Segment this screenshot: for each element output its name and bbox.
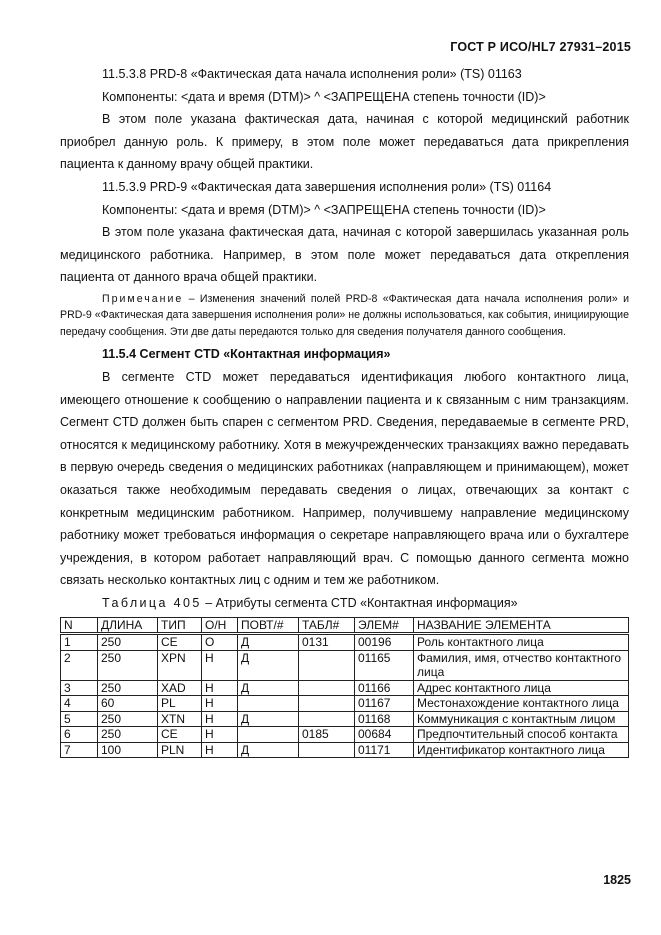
table-cell: Д [238,634,299,651]
table-cell: 01168 [355,711,414,727]
table-cell [238,727,299,743]
paragraph-prd8-heading: 11.5.3.8 PRD-8 «Фактическая дата начала исполнения роли» (TS) 01163 [102,67,522,81]
table-cell: XTN [158,711,202,727]
table-cell: CE [158,634,202,651]
table-cell: Адрес контактного лица [414,680,629,696]
table-cell: Н [202,727,238,743]
table-row [61,727,629,743]
table-cell [299,680,355,696]
table-cell: Н [202,650,238,680]
table-cell: 01166 [355,680,414,696]
table-cell: 6 [61,727,98,743]
table-cell [299,696,355,712]
table-caption-text: – Атрибуты сегмента CTD «Контактная информация» [201,595,518,610]
paragraph-prd9-heading: 11.5.3.9 PRD-9 «Фактическая дата завершения исполнения роли» (TS) 01164 [102,179,552,194]
table-cell: 60 [98,696,158,712]
section-text: В сегменте CTD может передаваться идентификация любого контактного лица, имеющего отношение к сообщению о направлении пациента и к связанным с ним транзакциям. Сегмент CTD должен быть спарен с сегментом PRD. Сведения, передаваемые в сегменте PRD, относятся к медицинскому работнику. Хотя в межучрежденческих транзакциях важно передавать в первую очередь сведения о медицинских работниках (направляющем и принимающем), может оказаться также необходимым передавать сведения о лицах, отвечающих за контакт с конкретным медицинским работником. Например, получившему направление медицинскому работнику может требоваться информация о секретаре направляющего врача или о бухгалтере учреждения, в котором работает направляющий врач. С помощью данного сегмента можно связать несколько контактных лиц с одним и тем же работником. [60,370,629,588]
table-header-row [61,617,629,634]
paragraph-prd9-components: Компоненты: <дата и время (DTM)> ^ <ЗАПРЕЩЕНА степень точности (ID)> [102,202,546,217]
section-heading: 11.5.4 Сегмент CTD «Контактная информация» [102,347,391,362]
table-cell: 5 [61,711,98,727]
table-cell: 4 [61,696,98,712]
table-cell: Роль контактного лица [414,634,629,651]
column-header: N [61,617,98,634]
column-header: ДЛИНА [98,617,158,634]
table-cell: 250 [98,650,158,680]
table-row [61,634,629,651]
table-cell: 100 [98,742,158,758]
table-row [61,680,629,696]
table-cell: 2 [61,650,98,680]
table-caption [60,592,629,614]
table-cell: Д [238,742,299,758]
table-cell: Д [238,711,299,727]
table-cell: 00684 [355,727,414,743]
table-cell: CE [158,727,202,743]
table-row [61,742,629,758]
table-row [61,696,629,712]
paragraph-prd8-components: Компоненты: <дата и время (DTM)> ^ <ЗАПРЕЩЕНА степень точности (ID)> [102,89,546,104]
table-cell: 0185 [299,727,355,743]
table-cell: 250 [98,711,158,727]
column-header: ТИП [158,617,202,634]
table-cell: 01171 [355,742,414,758]
table-row [61,650,629,680]
table-cell: 00196 [355,634,414,651]
paragraph-prd8-description: В этом поле указана фактическая дата, начиная с которой медицинский работник приобрел данную роль. К примеру, в этом поле может передаваться дата прикрепления пациента к данному врачу общей практики. [60,112,629,172]
column-header: ТАБЛ# [299,617,355,634]
table-cell: Коммуникация с контактным лицом [414,711,629,727]
column-header: О/Н [202,617,238,634]
table-cell: 250 [98,634,158,651]
table-cell: Местонахождение контактного лица [414,696,629,712]
column-header: НАЗВАНИЕ ЭЛЕМЕНТА [414,617,629,634]
table-cell: 01167 [355,696,414,712]
table-cell: Н [202,742,238,758]
table-cell: Фамилия, имя, отчество контактного лица [414,650,629,680]
note-label: Примечание [102,292,184,305]
paragraph-prd9-description: В этом поле указана фактическая дата, начиная с которой завершилась указанная роль медицинского работника. Например, в этом поле может передаваться дата открепления пациента от данного врача общей практики. [60,225,629,285]
page-content [60,63,629,758]
table-cell [238,696,299,712]
column-header: ЭЛЕМ# [355,617,414,634]
table-cell: Н [202,711,238,727]
table-cell: 7 [61,742,98,758]
table-cell: 250 [98,727,158,743]
page-number: 1825 [603,873,631,887]
table-caption-label: Таблица 405 [102,595,202,610]
table-cell: Н [202,680,238,696]
ctd-attributes-table [60,617,629,759]
table-cell: 0131 [299,634,355,651]
table-cell: 01165 [355,650,414,680]
table-cell [299,650,355,680]
table-cell: Д [238,680,299,696]
note [60,291,629,341]
table-cell: 250 [98,680,158,696]
table-cell: PLN [158,742,202,758]
table-cell [299,742,355,758]
table-cell: О [202,634,238,651]
table-cell: XAD [158,680,202,696]
table-cell: Н [202,696,238,712]
table-cell: 3 [61,680,98,696]
table-cell: PL [158,696,202,712]
table-row [61,711,629,727]
document-header: ГОСТ Р ИСО/HL7 27931–2015 [450,40,631,54]
table-cell: Предпочтительный способ контакта [414,727,629,743]
table-cell: 1 [61,634,98,651]
table-cell [299,711,355,727]
table-cell: Д [238,650,299,680]
note-text: – Изменения значений полей PRD-8 «Фактическая дата начала исполнения роли» и PRD-9 «Фактическая дата завершения исполнения роли» не должны использоваться, как события, инициирующие передачу сообщения. Эти две даты передаются только для сведения получателя данного сообщения. [60,292,629,338]
table-cell: Идентификатор контактного лица [414,742,629,758]
column-header: ПОВТ/# [238,617,299,634]
table-cell: XPN [158,650,202,680]
